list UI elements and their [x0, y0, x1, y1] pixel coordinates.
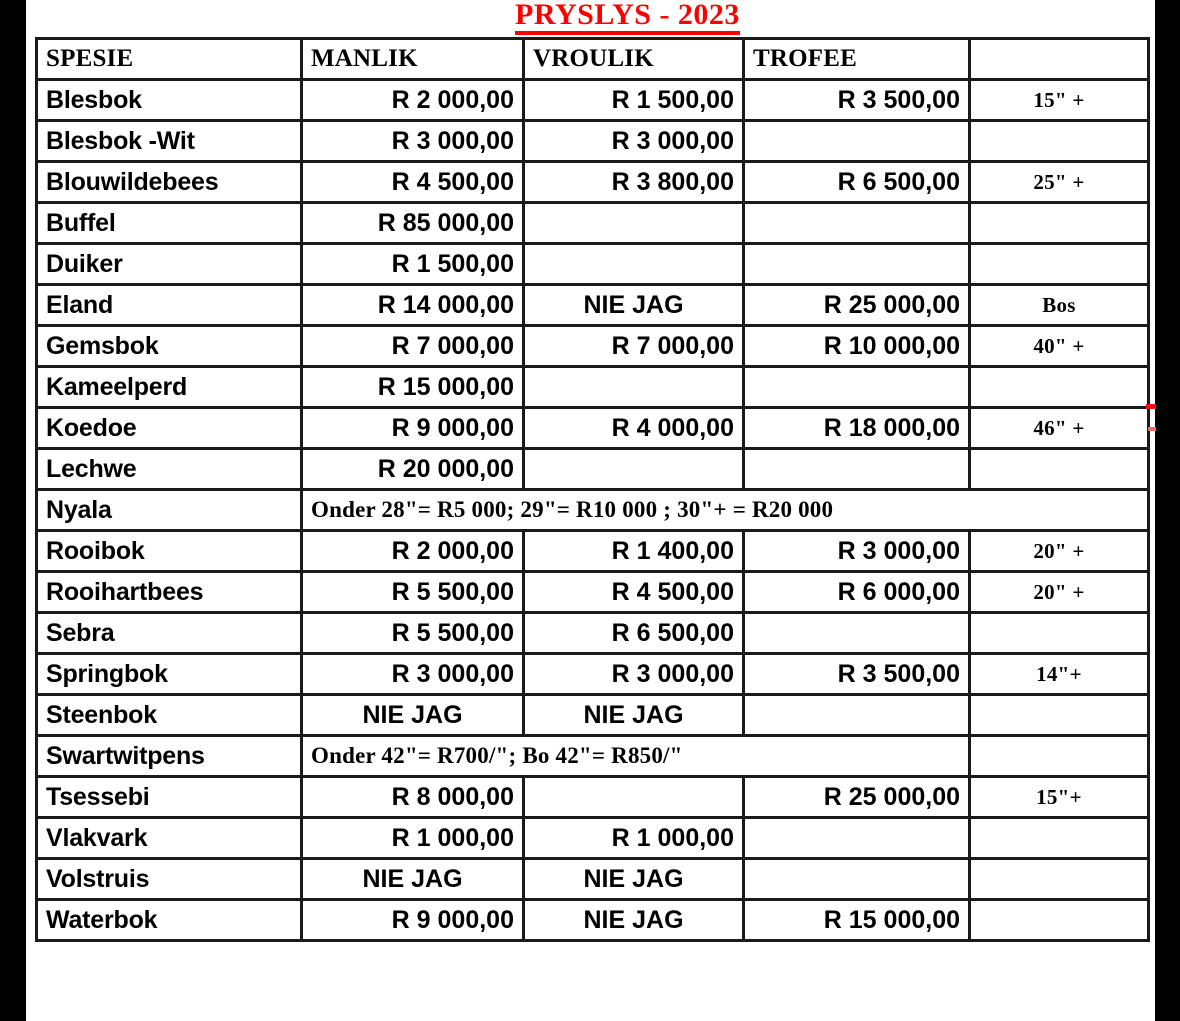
cell-trofee: R 6 000,00 [744, 572, 970, 613]
cell-spesie: Rooihartbees [37, 572, 302, 613]
column-header-trofee: TROFEE [744, 39, 970, 80]
cell-note-span: Onder 42"= R700/"; Bo 42"= R850/" [302, 736, 970, 777]
cell-trofee: R 25 000,00 [744, 777, 970, 818]
cell-note [970, 244, 1149, 285]
cell-manlik: R 14 000,00 [302, 285, 524, 326]
cell-trofee [744, 121, 970, 162]
cell-note [970, 900, 1149, 941]
table-row [37, 695, 1149, 736]
table-row [37, 449, 1149, 490]
cell-spesie: Blesbok -Wit [37, 121, 302, 162]
cell-vroulik [524, 367, 744, 408]
cell-trofee [744, 859, 970, 900]
cell-note: 14"+ [970, 654, 1149, 695]
table-row [37, 859, 1149, 900]
cell-vroulik: R 1 500,00 [524, 80, 744, 121]
cell-spesie: Gemsbok [37, 326, 302, 367]
cell-manlik: R 9 000,00 [302, 900, 524, 941]
cell-vroulik: R 7 000,00 [524, 326, 744, 367]
table-row [37, 818, 1149, 859]
cell-manlik: R 5 500,00 [302, 572, 524, 613]
cell-manlik: NIE JAG [302, 695, 524, 736]
cell-manlik: R 9 000,00 [302, 408, 524, 449]
cell-manlik: R 85 000,00 [302, 203, 524, 244]
cell-spesie: Rooibok [37, 531, 302, 572]
table-row [37, 777, 1149, 818]
cell-manlik: R 1 000,00 [302, 818, 524, 859]
cell-vroulik: R 3 000,00 [524, 654, 744, 695]
cell-spesie: Eland [37, 285, 302, 326]
cell-manlik: R 4 500,00 [302, 162, 524, 203]
table-row [37, 408, 1149, 449]
cell-vroulik: R 6 500,00 [524, 613, 744, 654]
table-row [37, 736, 1149, 777]
cell-manlik: R 3 000,00 [302, 121, 524, 162]
cell-note [970, 367, 1149, 408]
cell-trofee: R 15 000,00 [744, 900, 970, 941]
cell-spesie: Nyala [37, 490, 302, 531]
cell-manlik: R 7 000,00 [302, 326, 524, 367]
cell-vroulik [524, 777, 744, 818]
cell-manlik: R 2 000,00 [302, 531, 524, 572]
cell-note: 20" + [970, 572, 1149, 613]
cell-manlik: R 5 500,00 [302, 613, 524, 654]
cell-note: 15"+ [970, 777, 1149, 818]
table-row [37, 244, 1149, 285]
cell-trofee [744, 367, 970, 408]
table-row [37, 121, 1149, 162]
cell-spesie: Swartwitpens [37, 736, 302, 777]
cell-spesie: Steenbok [37, 695, 302, 736]
cell-spesie: Blesbok [37, 80, 302, 121]
cell-trofee [744, 818, 970, 859]
table-row [37, 613, 1149, 654]
table-row [37, 900, 1149, 941]
cell-trofee: R 25 000,00 [744, 285, 970, 326]
cell-vroulik: R 3 000,00 [524, 121, 744, 162]
cell-note: 20" + [970, 531, 1149, 572]
cell-manlik: R 2 000,00 [302, 80, 524, 121]
cell-trofee: R 3 000,00 [744, 531, 970, 572]
cell-note [970, 613, 1149, 654]
cell-spesie: Buffel [37, 203, 302, 244]
cell-note: 25" + [970, 162, 1149, 203]
cell-vroulik: R 4 000,00 [524, 408, 744, 449]
cell-trofee: R 3 500,00 [744, 654, 970, 695]
cell-vroulik: R 1 400,00 [524, 531, 744, 572]
cell-spesie: Tsessebi [37, 777, 302, 818]
cell-spesie: Springbok [37, 654, 302, 695]
cell-manlik: R 1 500,00 [302, 244, 524, 285]
cell-vroulik [524, 244, 744, 285]
column-header-note [970, 39, 1149, 80]
table-row [37, 285, 1149, 326]
column-header-manlik: MANLIK [302, 39, 524, 80]
cell-note: 46" + [970, 408, 1149, 449]
cell-vroulik: R 3 800,00 [524, 162, 744, 203]
price-table [35, 37, 1150, 942]
cell-note [970, 859, 1149, 900]
cell-note: 15" + [970, 80, 1149, 121]
page-title: PRYSLYS - 2023 [515, 0, 740, 35]
cell-spesie: Koedoe [37, 408, 302, 449]
cell-manlik: NIE JAG [302, 859, 524, 900]
table-header [37, 39, 1149, 80]
cell-spesie: Volstruis [37, 859, 302, 900]
cell-note [970, 203, 1149, 244]
cell-trofee: R 10 000,00 [744, 326, 970, 367]
cell-trofee [744, 613, 970, 654]
table-row [37, 531, 1149, 572]
cell-spesie: Vlakvark [37, 818, 302, 859]
cell-spesie: Lechwe [37, 449, 302, 490]
cell-trofee: R 6 500,00 [744, 162, 970, 203]
cell-trofee [744, 449, 970, 490]
cell-note [970, 121, 1149, 162]
cell-spesie: Waterbok [37, 900, 302, 941]
price-table-container [35, 37, 1147, 942]
cell-trofee: R 3 500,00 [744, 80, 970, 121]
cell-vroulik: R 4 500,00 [524, 572, 744, 613]
cell-note [970, 695, 1149, 736]
cell-note-span: Onder 28"= R5 000; 29"= R10 000 ; 30"+ = R20 000 [302, 490, 1149, 531]
cell-vroulik: NIE JAG [524, 695, 744, 736]
cell-manlik: R 20 000,00 [302, 449, 524, 490]
cell-note: 40" + [970, 326, 1149, 367]
cell-trofee [744, 203, 970, 244]
cell-vroulik: NIE JAG [524, 859, 744, 900]
cell-vroulik [524, 449, 744, 490]
cell-vroulik [524, 203, 744, 244]
cell-vroulik: NIE JAG [524, 900, 744, 941]
table-row [37, 572, 1149, 613]
cell-spesie: Duiker [37, 244, 302, 285]
page-title-container [26, 0, 1155, 34]
cell-spesie: Sebra [37, 613, 302, 654]
table-row [37, 203, 1149, 244]
cell-manlik: R 8 000,00 [302, 777, 524, 818]
cell-note [970, 449, 1149, 490]
cell-note [970, 818, 1149, 859]
table-row [37, 80, 1149, 121]
cell-vroulik: NIE JAG [524, 285, 744, 326]
margin-tick-icon-secondary [1148, 427, 1156, 431]
table-row [37, 490, 1149, 531]
table-row [37, 367, 1149, 408]
column-header-vroulik: VROULIK [524, 39, 744, 80]
cell-note: Bos [970, 285, 1149, 326]
table-row [37, 326, 1149, 367]
cell-manlik: R 15 000,00 [302, 367, 524, 408]
table-row [37, 162, 1149, 203]
cell-spesie: Kameelperd [37, 367, 302, 408]
cell-trofee: R 18 000,00 [744, 408, 970, 449]
cell-trofee [744, 244, 970, 285]
margin-tick-icon [1146, 404, 1156, 409]
cell-spesie: Blouwildebees [37, 162, 302, 203]
column-header-spesie: SPESIE [37, 39, 302, 80]
table-row [37, 654, 1149, 695]
cell-trofee [744, 695, 970, 736]
cell-empty [970, 736, 1149, 777]
cell-manlik: R 3 000,00 [302, 654, 524, 695]
table-body [37, 80, 1149, 941]
table-header-row [37, 39, 1149, 80]
cell-vroulik: R 1 000,00 [524, 818, 744, 859]
